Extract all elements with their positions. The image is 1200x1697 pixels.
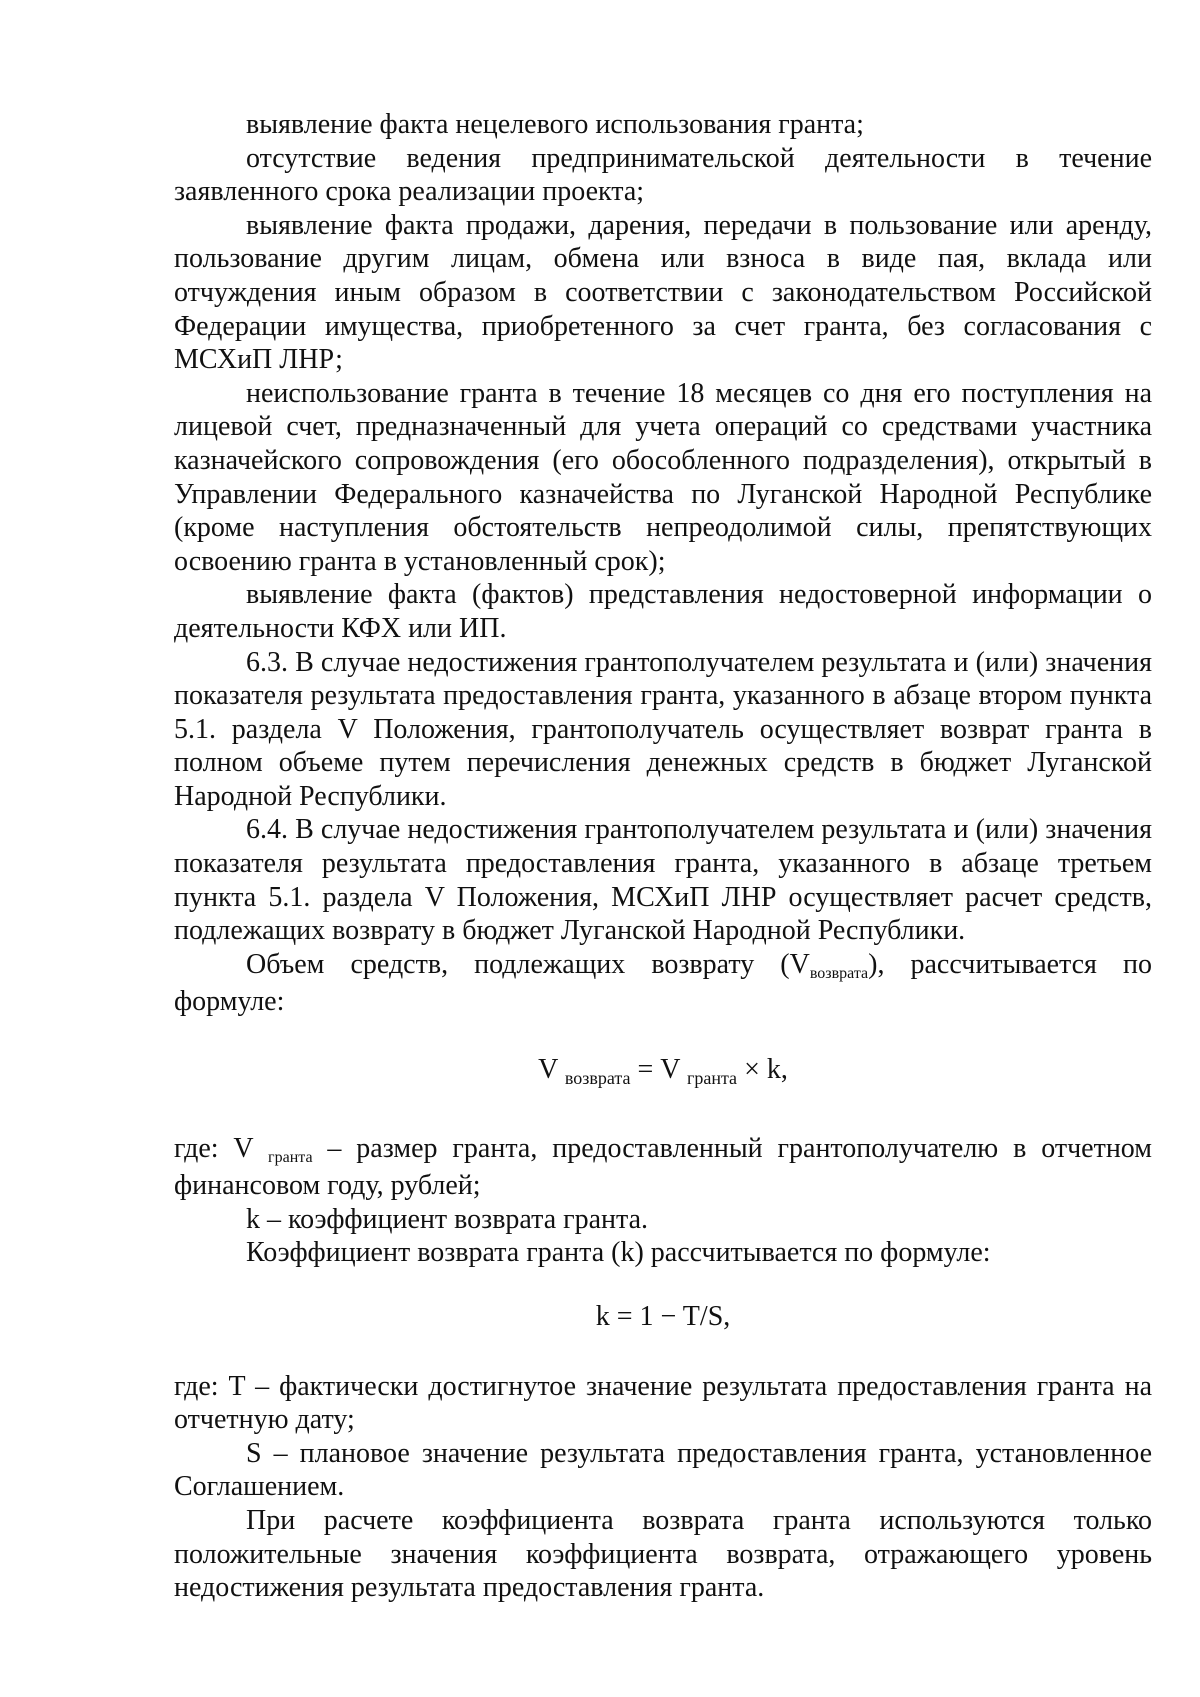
- paragraph-volume-intro: Объем средств, подлежащих возврату (Vвозврата), рассчитывается по формуле:: [174, 948, 1152, 1018]
- paragraph-s-definition: S – плановое значение результата предоставления гранта, установленное Соглашением.: [174, 1437, 1152, 1503]
- paragraph-positive-values: При расчете коэффициента возврата гранта используются только положительные значения коэффициента возврата, отражающего уровень недостижения результата предоставления гранта.: [174, 1504, 1152, 1604]
- formula-coefficient: k = 1 − T/S,: [595, 1301, 731, 1332]
- paragraph-k-definition: k – коэффициент возврата гранта.: [246, 1203, 649, 1235]
- paragraph-property-transfer: выявление факта продажи, дарения, передачи в пользование или аренду, пользование другим лицам, обмена или взноса в виде пая, вклада или отчуждения иным образом в соответствии с законодательством Российской Федерации имущества, приобретенного за счет гранта, без согласования с МСХиП ЛНР;: [174, 209, 1152, 376]
- formula-return-volume: V $_{возврата}$ = V $_{гранта}$ × k,: [538, 1054, 788, 1089]
- paragraph-6-3: 6.3. В случае недостижения грантополучателем результата и (или) значения показателя результата предоставления гранта, указанного в абзаце втором пункта 5.1. раздела V Положения, грантополучатель осуществляет возврат гранта в полном объеме путем перечисления денежных средств в бюджет Луганской Народной Республики.: [174, 646, 1152, 812]
- paragraph-non-use: неиспользование гранта в течение 18 месяцев со дня его поступления на лицевой счет, предназначенный для учета операций со средствами участника казначейского сопровождения (его обособленного подразделения), открытый в Управлении Федерального казначейства по Луганской Народной Республике (кроме наступления обстоятельств непреодолимой силы, препятствующих освоению гранта в установленный срок);: [174, 377, 1152, 577]
- paragraph-6-4: 6.4. В случае недостижения грантополучателем результата и (или) значения показателя результата предоставления гранта, указанного в абзаце третьем пункта 5.1. раздела V Положения, МСХиП ЛНР осуществляет расчет средств, подлежащих возврату в бюджет Луганской Народной Республики.: [174, 814, 1152, 947]
- document-page: [174, 108, 1152, 1605]
- paragraph-false-info: выявление факта (фактов) представления недостоверной информации о деятельности КФХ или ИП.: [174, 579, 1152, 644]
- paragraph-misuse: выявление факта нецелевого использования гранта;: [246, 109, 864, 140]
- paragraph-where-v: где: V гранта – размер гранта, предоставленный грантополучателю в отчетном финансовом году, рублей;: [174, 1132, 1152, 1202]
- paragraph-no-business: отсутствие ведения предпринимательской деятельности в течение заявленного срока реализации проекта;: [174, 142, 1152, 208]
- paragraph-where-t: где: T – фактически достигнутое значение результата предоставления гранта на отчетную дату;: [174, 1370, 1152, 1436]
- paragraph-k-formula-intro: Коэффициент возврата гранта (k) рассчитывается по формуле:: [246, 1237, 991, 1269]
